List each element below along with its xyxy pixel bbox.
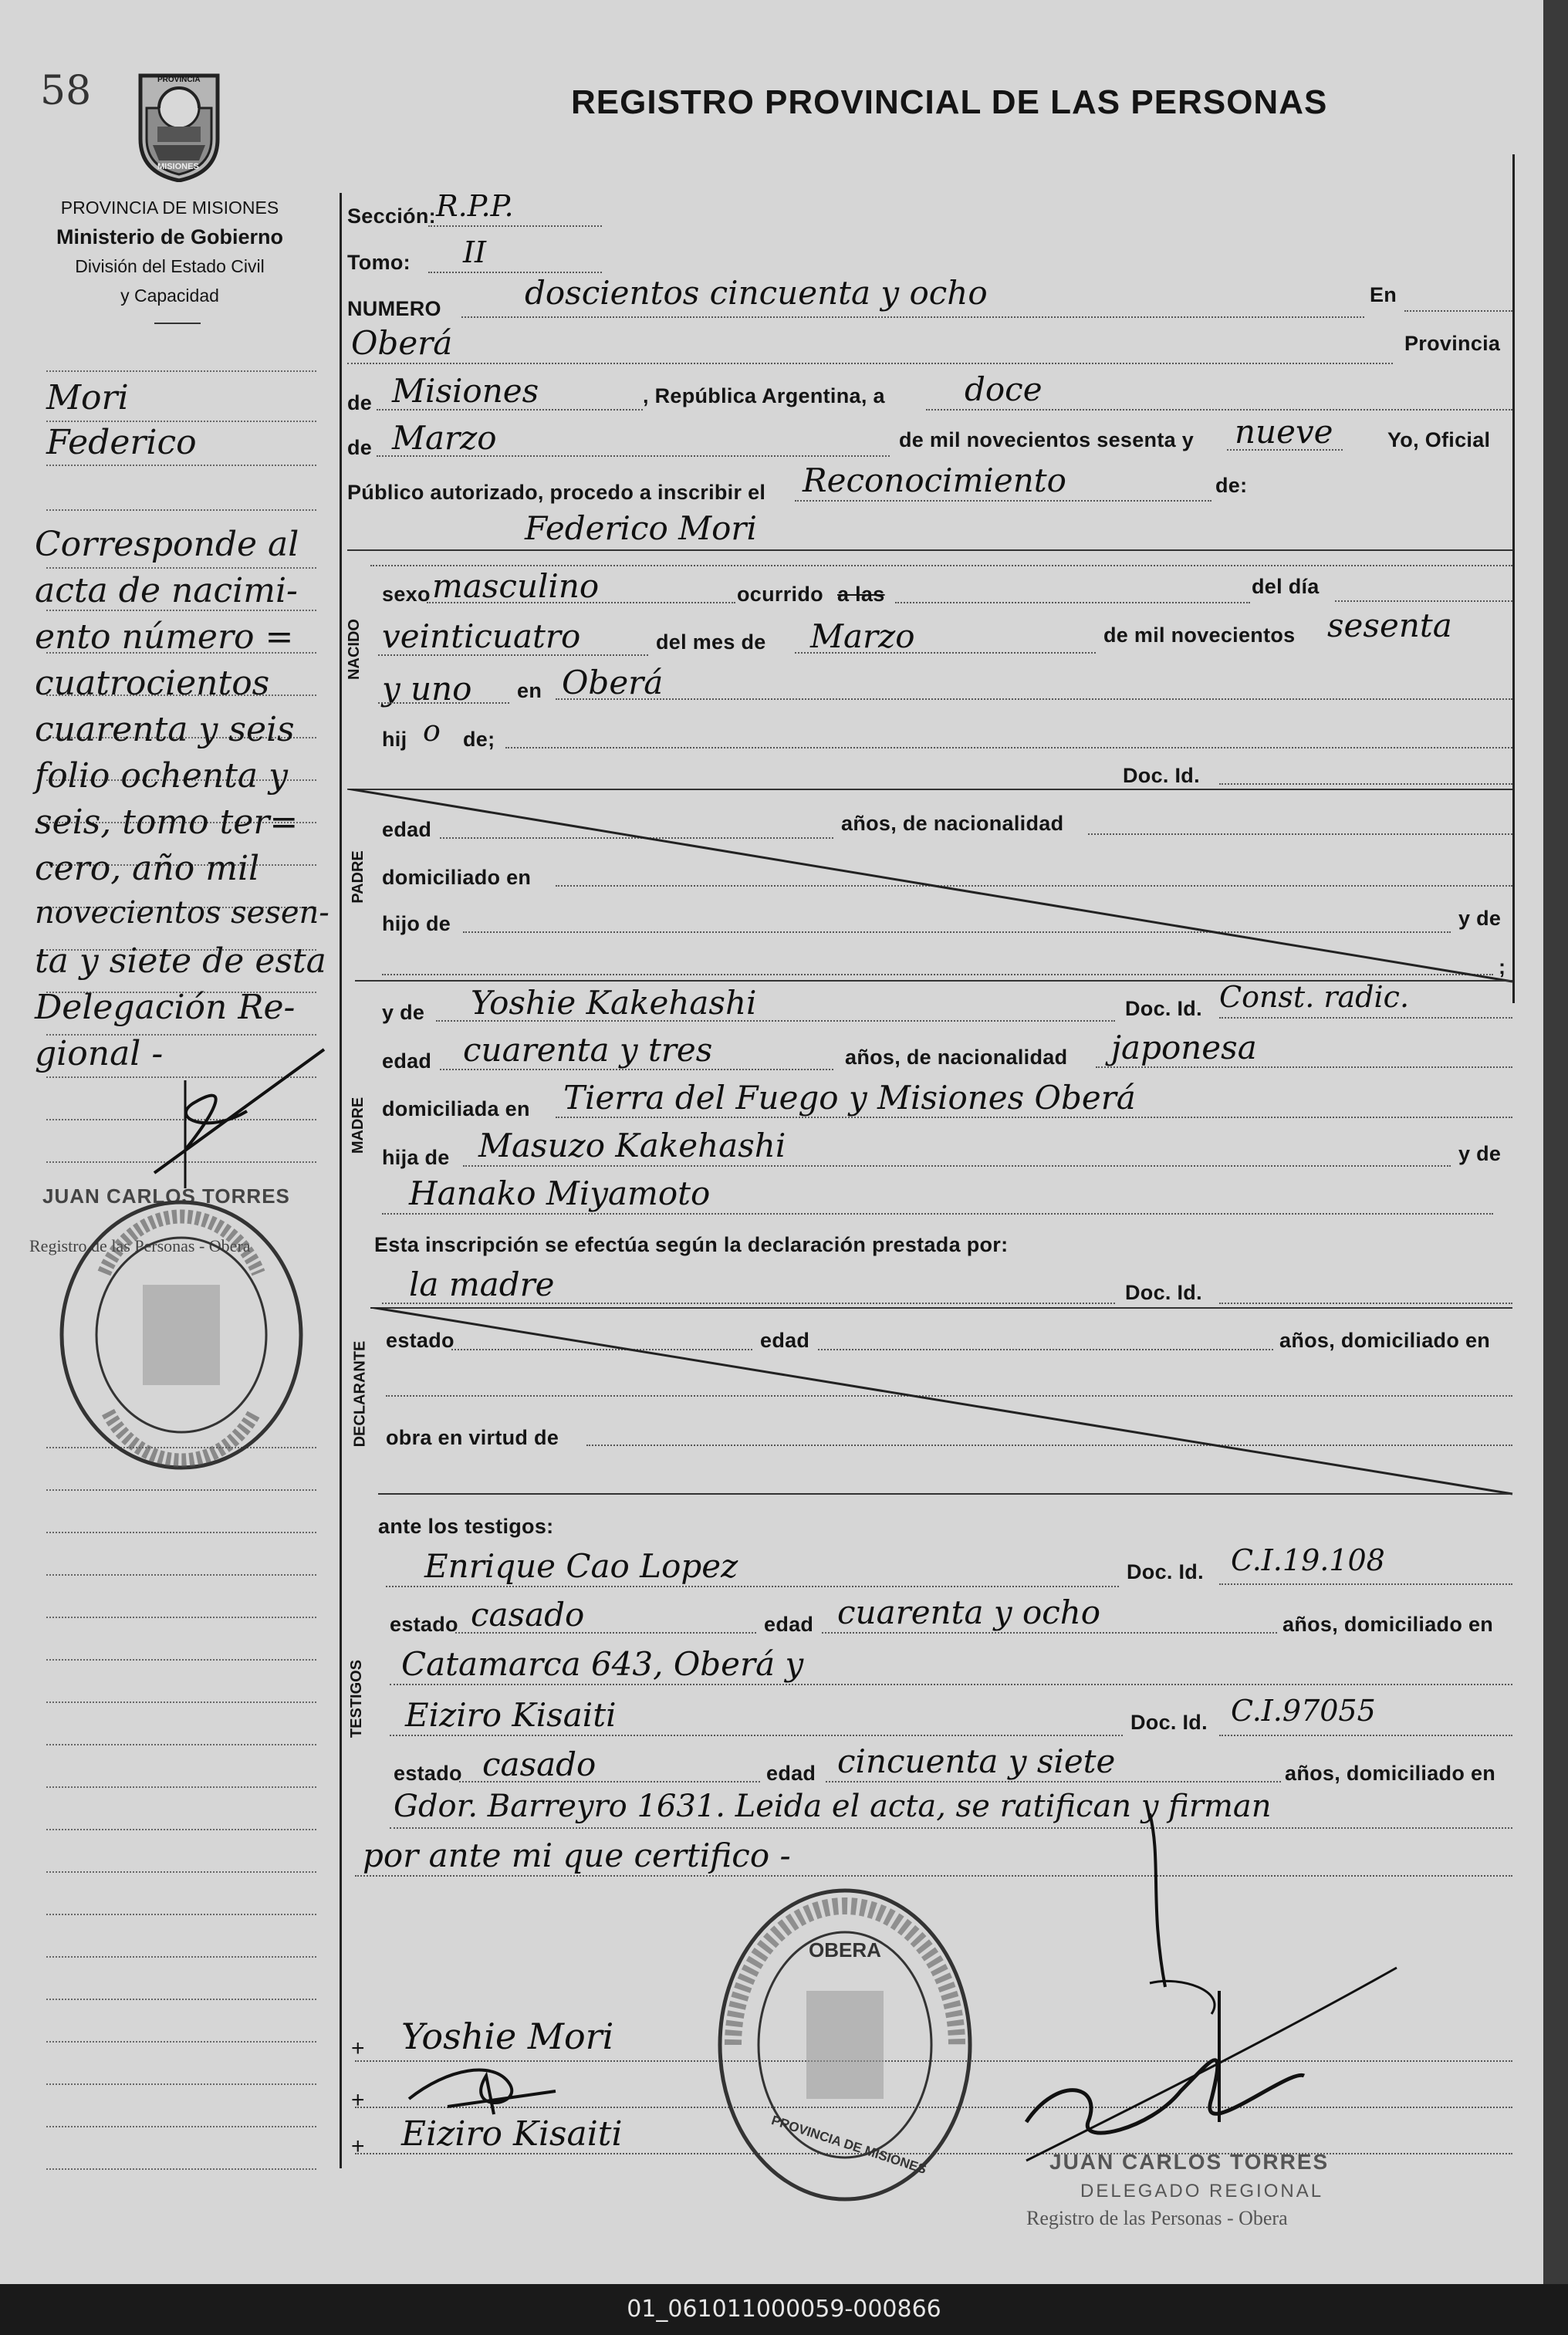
label-hij: hij (382, 728, 407, 751)
value-madre-nac: japonesa (1111, 1029, 1257, 1066)
value-seccion: R.P.P. (436, 189, 514, 223)
value-anio-nac-2: y uno (382, 670, 472, 708)
label-a-las-struck: a las (837, 583, 885, 606)
stamp-name: JUAN CARLOS TORRES (1049, 2150, 1330, 2174)
value-mes-nac: Marzo (810, 617, 915, 655)
left-seal-text-registry: Registro de las Personas - Obera (29, 1236, 251, 1255)
value-anio-nac-1: sesenta (1327, 607, 1452, 644)
label-edad-t1: edad (764, 1613, 814, 1636)
value-t1-edad: cuarenta y ocho (837, 1593, 1101, 1631)
value-tomo: II (463, 235, 487, 269)
label-doc-id-t1: Doc. Id. (1127, 1560, 1204, 1583)
value-madre-madre: Hanako Miyamoto (409, 1174, 711, 1212)
value-numero: doscientos cincuenta y ocho (525, 274, 988, 312)
header-capacidad: y Capacidad (120, 286, 219, 306)
label-doc-id-hijo: Doc. Id. (1123, 764, 1200, 787)
folio-number: 58 (40, 68, 92, 114)
value-lugar-nac: Oberá (562, 664, 664, 701)
value-t2-doc: C.I.97055 (1231, 1694, 1376, 1728)
value-hijo-o: o (423, 714, 441, 748)
label-de-mil-nov: de mil novecientos (1103, 623, 1296, 647)
label-de-colon: de: (1215, 474, 1248, 497)
label-anos-dom-declarante: años, domiciliado en (1279, 1329, 1491, 1352)
label-domiciliado-padre: domiciliado en (382, 866, 532, 889)
section-label-madre: MADRE (350, 1097, 367, 1154)
stamp-role: DELEGADO REGIONAL (1080, 2181, 1324, 2202)
section-label-padre: PADRE (349, 850, 367, 904)
margin-note-line-5: cuarenta y seis (35, 710, 295, 749)
margin-note-line-9: novecientos sesen- (35, 895, 329, 931)
label-de-provincia: de (347, 391, 373, 414)
header-provincia: PROVINCIA DE MISIONES (60, 198, 279, 218)
value-dia: doce (965, 370, 1043, 408)
value-provincia: Misiones (392, 372, 539, 410)
label-estado-t2: estado (394, 1762, 462, 1785)
value-t2-estado: casado (482, 1745, 596, 1783)
stamp-registry: Registro de las Personas - Obera (1026, 2207, 1288, 2229)
label-y-de-padre: y de (1458, 907, 1502, 930)
margin-note-line-10: ta y siete de esta (35, 941, 326, 981)
value-t2-nombre: Eiziro Kisaiti (405, 1696, 617, 1734)
value-madre-doc: Const. radic. (1219, 980, 1410, 1014)
section-label-nacido: NACIDO (345, 619, 363, 680)
margin-note-line-4: cuatrocientos (35, 664, 270, 703)
label-del-mes: del mes de (656, 630, 766, 654)
signature-witness-1 (401, 2053, 586, 2122)
label-edad-padre: edad (382, 818, 432, 841)
label-domiciliada-madre: domiciliada en (382, 1097, 530, 1120)
label-seccion: Sección: (347, 204, 436, 228)
label-hija-de: hija de (382, 1146, 450, 1169)
page-title: REGISTRO PROVINCIAL DE LAS PERSONAS (571, 83, 1328, 121)
label-estado-declarante: estado (386, 1329, 455, 1352)
official-signature (995, 1945, 1428, 2176)
value-t1-estado: casado (471, 1596, 585, 1634)
signature-yoshie-mori: Yoshie Mori (401, 2016, 614, 2057)
bottom-seal (710, 1883, 980, 2207)
margin-note-line-11: Delegación Re- (35, 988, 296, 1027)
label-anos-nac-padre: años, de nacionalidad (841, 812, 1064, 835)
label-anos-dom-t1: años, domiciliado en (1282, 1613, 1494, 1636)
margin-note-line-1: Corresponde al (35, 525, 299, 564)
margin-note-line-6: folio ochenta y (35, 756, 289, 796)
margin-note-line-3: ento número = (35, 617, 294, 657)
section-label-testigos: TESTIGOS (348, 1659, 366, 1739)
value-t2-edad: cincuenta y siete (837, 1742, 1116, 1780)
value-cierre: por ante mi que certifico - (363, 1837, 791, 1874)
label-republica: , República Argentina, a (643, 384, 885, 407)
value-nombre: Federico Mori (525, 509, 757, 547)
left-seal (54, 1196, 309, 1474)
value-dia-nac: veinticuatro (382, 617, 581, 655)
bottom-seal-bottom-text: PROVINCIA DE MISIONES (769, 2113, 928, 2178)
coat-of-arms-icon (130, 68, 228, 182)
section-label-declarante: DECLARANTE (351, 1340, 369, 1448)
emblem-text-top: PROVINCIA (157, 76, 201, 84)
declarante-cancel-stroke (370, 1307, 1520, 1500)
signature-eiziro-kisaiti: Eiziro Kisaiti (401, 2114, 623, 2154)
label-del-dia: del día (1252, 575, 1320, 598)
value-t2-dom: Gdor. Barreyro 1631. Leida el acta, se ratifican y firman (394, 1789, 1272, 1824)
emblem-text-bottom: MISIONES (157, 162, 199, 171)
value-mes: Marzo (392, 419, 497, 457)
value-madre-dom: Tierra del Fuego y Misiones Oberá (563, 1079, 1136, 1117)
label-semicolon: ; (1499, 955, 1506, 978)
value-localidad: Oberá (351, 324, 453, 362)
label-doc-id-madre: Doc. Id. (1125, 997, 1202, 1020)
value-acto: Reconocimiento (803, 461, 1066, 499)
margin-surname: Mori (46, 378, 129, 417)
label-inscripcion: Esta inscripción se efectúa según la declaración prestada por: (374, 1233, 1009, 1256)
left-seal-text-name: JUAN CARLOS TORRES (42, 1184, 290, 1208)
sig-mark-3: + (351, 2134, 365, 2159)
label-hijo-de-padre: hijo de (382, 912, 451, 935)
header-division: División del Estado Civil (75, 256, 265, 276)
label-doc-id-t2: Doc. Id. (1130, 1711, 1208, 1734)
label-edad-madre: edad (382, 1049, 432, 1073)
label-edad-t2: edad (766, 1762, 816, 1785)
label-tomo: Tomo: (347, 251, 411, 274)
margin-note-line-8: cero, año mil (35, 849, 260, 888)
left-header (15, 193, 324, 310)
label-publico: Público autorizado, procedo a inscribir el (347, 481, 766, 504)
value-t1-doc: C.I.19.108 (1231, 1543, 1385, 1577)
label-doc-id-declarante: Doc. Id. (1125, 1281, 1202, 1304)
label-numero: NUMERO (347, 297, 441, 320)
label-ante-testigos: ante los testigos: (378, 1515, 554, 1538)
label-de-semi: de; (463, 728, 495, 751)
page-edge (1543, 0, 1568, 2284)
value-t1-nombre: Enrique Cao Lopez (424, 1547, 738, 1585)
margin-note-line-7: seis, tomo ter= (35, 803, 299, 842)
label-en-lugar: en (517, 679, 542, 702)
file-name-caption: 01_061011000059-000866 (0, 2284, 1568, 2335)
label-sexo: sexo (382, 583, 431, 606)
vertical-scrawl (1142, 1813, 1173, 1991)
header-ministerio: Ministerio de Gobierno (56, 225, 284, 248)
margin-note-line-2: acta de nacimi- (35, 571, 298, 610)
value-anio: nueve (1235, 413, 1333, 451)
label-anos-nac-madre: años, de nacionalidad (845, 1046, 1068, 1069)
margin-firstname: Federico (46, 423, 197, 462)
margin-note-line-12: gional - (35, 1034, 164, 1073)
value-madre-edad: cuarenta y tres (463, 1031, 713, 1069)
label-en: En (1370, 283, 1397, 306)
label-y-de-madre: y de (382, 1001, 425, 1024)
value-madre-padre: Masuzo Kakehashi (478, 1127, 786, 1164)
value-declarante: la madre (409, 1265, 555, 1303)
label-edad-declarante: edad (760, 1329, 810, 1352)
label-de-mil: de mil novecientos sesenta y (899, 428, 1195, 451)
value-madre: Yoshie Kakehashi (471, 984, 757, 1022)
label-yo-oficial: Yo, Oficial (1387, 428, 1491, 451)
bottom-seal-top-text: OBERA (809, 1938, 881, 1962)
label-provincia: Provincia (1404, 332, 1501, 355)
label-de-mes: de (347, 436, 373, 459)
label-obra: obra en virtud de (386, 1426, 559, 1449)
padre-cancel-stroke (347, 789, 1520, 989)
value-t1-dom: Catamarca 643, Oberá y (401, 1645, 804, 1683)
value-sexo: masculino (432, 567, 600, 605)
sig-mark-2: + (351, 2087, 365, 2113)
label-y-de-madre-2: y de (1458, 1142, 1502, 1165)
label-anos-dom-t2: años, domiciliado en (1285, 1762, 1496, 1785)
margin-signature (139, 1034, 340, 1188)
label-ocurrido: ocurrido (737, 583, 823, 606)
label-estado-t1: estado (390, 1613, 458, 1636)
sig-mark-1: + (351, 2036, 365, 2061)
